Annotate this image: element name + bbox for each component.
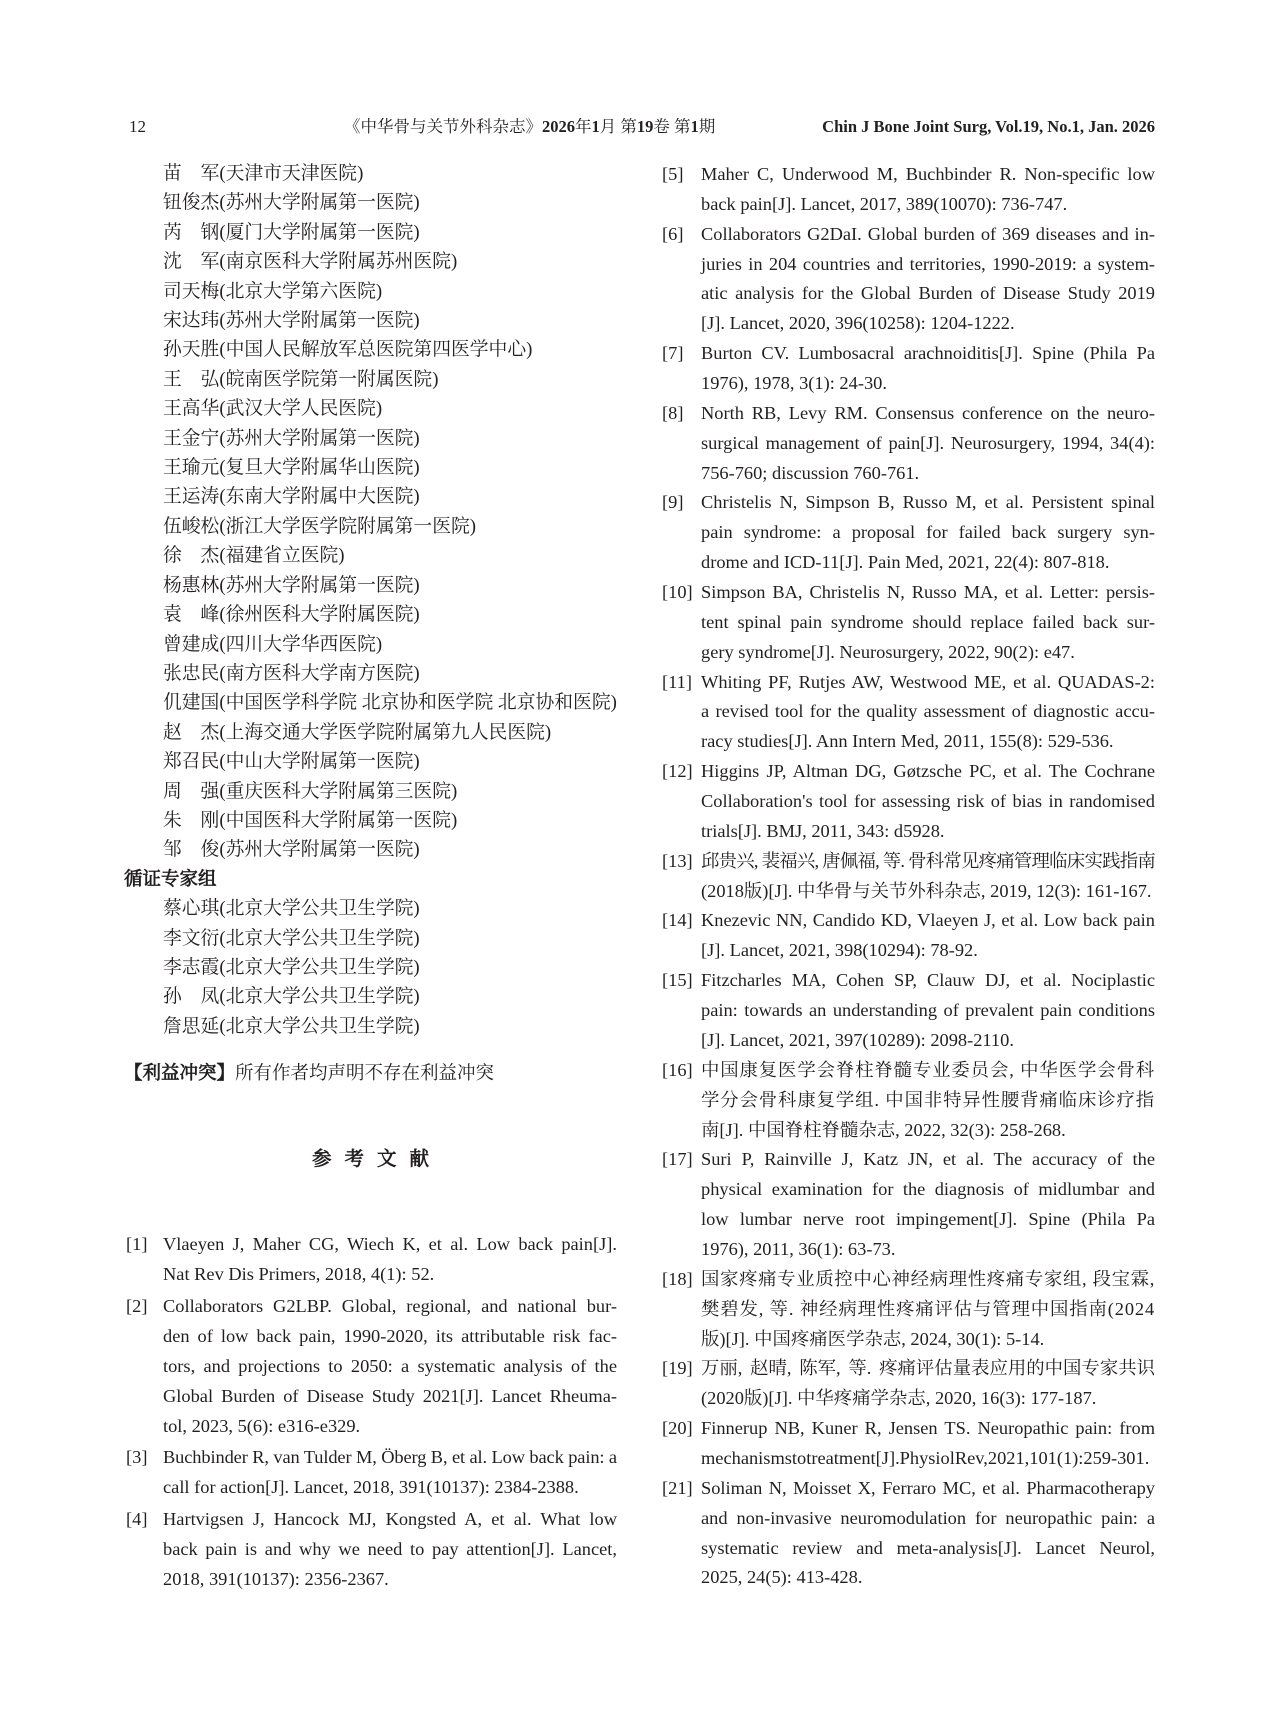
reference-line: physical examination for the diagnosis of midlumbar and xyxy=(701,1179,1155,1200)
reference-line: 2018, 391(10137): 2356-2367. xyxy=(163,1568,389,1589)
reference-line: juries in 204 countries and territories, 1990-2019: a system- xyxy=(701,253,1155,274)
reference-number: [13] xyxy=(662,850,693,871)
expert-entry: 伍峻松(浙江大学医学院附属第一医院) xyxy=(163,515,477,537)
running-header-cn xyxy=(344,116,715,137)
reference-item xyxy=(662,1056,1155,1146)
expert-entry: 钮俊杰(苏州大学附属第一医院) xyxy=(163,192,420,214)
evidence-group-member: 詹思延(北京大学公共卫生学院) xyxy=(163,1015,420,1037)
reference-line: tol, 2023, 5(6): e316-e329. xyxy=(163,1415,361,1436)
reference-item xyxy=(662,847,1155,907)
evidence-group-member: 李文衍(北京大学公共卫生学院) xyxy=(163,927,420,949)
reference-list-left xyxy=(126,1229,617,1595)
reference-number: [21] xyxy=(662,1477,693,1498)
reference-item xyxy=(126,1291,617,1441)
reference-line: Knezevic NN, Candido KD, Vlaeyen J, et al. Low back pain xyxy=(701,910,1155,931)
reference-item xyxy=(662,1354,1155,1414)
reference-line: back pain is and why we need to pay attention[J]. Lancet, xyxy=(163,1538,617,1559)
reference-line: Nat Rev Dis Primers, 2018, 4(1): 52. xyxy=(163,1264,435,1284)
reference-number: [15] xyxy=(662,970,693,991)
reference-number: [10] xyxy=(662,582,693,603)
reference-item xyxy=(662,757,1155,847)
reference-line: back pain[J]. Lancet, 2017, 389(10070): 736-747. xyxy=(701,193,1068,214)
reference-item xyxy=(662,1145,1155,1264)
expert-entry: 徐 杰(福建省立医院) xyxy=(163,545,345,567)
reference-list-right xyxy=(662,160,1155,1593)
conflict-label: 【利益冲突】 xyxy=(124,1063,236,1084)
reference-line: [J]. Lancet, 2021, 397(10289): 2098-2110. xyxy=(701,1029,1014,1050)
header-volume: 19 xyxy=(636,117,654,136)
reference-item xyxy=(662,160,1155,220)
reference-number: [12] xyxy=(662,761,693,782)
reference-line: and non-invasive neuromodulation for neuropathic pain: a xyxy=(701,1507,1155,1528)
expert-entry: 杨惠林(苏州大学附属第一医院) xyxy=(163,574,420,596)
header-year-unit: 年 xyxy=(575,117,592,136)
reference-item xyxy=(126,1442,617,1502)
reference-line: pain syndrome: a proposal for failed back surgery syn- xyxy=(701,522,1155,543)
reference-line: systematic review and meta-analysis[J]. Lancet Neurol, xyxy=(701,1537,1155,1558)
reference-line: mechanismstotreatment[J].PhysiolRev,2021,101(1):259-301. xyxy=(701,1447,1150,1468)
reference-item xyxy=(662,1414,1155,1474)
reference-line: den of low back pain, 1990-2020, its attributable risk fac- xyxy=(163,1325,617,1346)
reference-item xyxy=(662,578,1155,668)
evidence-group-member: 孙 凤(北京大学公共卫生学院) xyxy=(163,986,420,1008)
reference-line: Hartvigsen J, Hancock MJ, Kongsted A, et al. What low xyxy=(163,1508,617,1529)
conflict-text: 所有作者均声明不存在利益冲突 xyxy=(235,1064,495,1084)
running-header-en: Chin J Bone Joint Surg, Vol.19, No.1, Jan. 2026 xyxy=(822,117,1155,136)
reference-line: Suri P, Rainville J, Katz JN, et al. The accuracy of the xyxy=(701,1149,1155,1170)
reference-number: [8] xyxy=(662,402,684,423)
reference-number: [3] xyxy=(126,1447,148,1467)
reference-number: [4] xyxy=(126,1508,148,1529)
header-year: 2026 xyxy=(542,117,575,136)
expert-entry: 张忠民(南方医科大学南方医院) xyxy=(163,662,420,684)
expert-entry: 赵 杰(上海交通大学医学院附属第九人民医院) xyxy=(163,721,552,743)
expert-entry: 郑召民(中山大学附属第一医院) xyxy=(163,751,420,773)
expert-entry: 王运涛(东南大学附属中大医院) xyxy=(163,486,420,508)
reference-line: pain: towards an understanding of prevalent pain conditions xyxy=(701,1000,1155,1021)
reference-line: Collaboration's tool for assessing risk of bias in randomised xyxy=(701,791,1155,812)
reference-item xyxy=(662,488,1155,578)
reference-line: atic analysis for the Global Burden of Disease Study 2019 xyxy=(701,283,1155,304)
reference-line: tors, and projections to 2050: a systematic analysis of the xyxy=(163,1355,617,1376)
expert-entry: 芮 钢(厦门大学附属第一医院) xyxy=(163,221,420,243)
expert-entry: 袁 峰(徐州医科大学附属医院) xyxy=(163,604,420,626)
reference-line: 2025, 24(5): 413-428. xyxy=(701,1567,863,1588)
expert-entry: 孙天胜(中国人民解放军总医院第四医学中心) xyxy=(163,339,533,361)
reference-number: [2] xyxy=(126,1295,148,1316)
reference-number: [16] xyxy=(662,1059,693,1080)
reference-number: [1] xyxy=(126,1234,148,1254)
reference-item xyxy=(126,1504,617,1594)
reference-number: [5] xyxy=(662,164,684,184)
reference-item xyxy=(662,1265,1155,1355)
reference-line: (2018版)[J]. 中华骨与关节外科杂志, 2019, 12(3): 161-167. xyxy=(701,880,1152,901)
expert-entry: 沈 军(南京医科大学附属苏州医院) xyxy=(163,251,458,273)
reference-line: 1976), 2011, 36(1): 63-73. xyxy=(701,1238,896,1259)
expert-entry: 邹 俊(苏州大学附属第一医院) xyxy=(163,839,420,861)
reference-line: surgical management of pain[J]. Neurosurgery, 1994, 34(4): xyxy=(701,432,1155,453)
reference-line: 756-760; discussion 760-761. xyxy=(701,462,920,483)
evidence-group-member: 蔡心琪(北京大学公共卫生学院) xyxy=(163,898,420,920)
journal-name-cn: 《中华骨与关节外科杂志》 xyxy=(344,117,542,136)
expert-entry: 周 强(重庆医科大学附属第三医院) xyxy=(163,780,458,802)
reference-line: 学分会骨科康复学组. 中国非特异性腰背痛临床诊疗指 xyxy=(701,1089,1155,1110)
reference-item xyxy=(126,1229,617,1289)
reference-line: Collaborators G2DaI. Global burden of 369 diseases and in- xyxy=(701,223,1155,244)
reference-line: Higgins JP, Altman DG, Gøtzsche PC, et al. The Cochrane xyxy=(701,761,1155,782)
reference-item xyxy=(662,966,1155,1056)
header-volume-unit: 卷 第 xyxy=(653,117,691,136)
reference-line: [J]. Lancet, 2021, 398(10294): 78-92. xyxy=(701,940,978,961)
reference-number: [17] xyxy=(662,1149,693,1170)
reference-line: Simpson BA, Christelis N, Russo MA, et al. Letter: persis- xyxy=(701,582,1155,603)
reference-number: [6] xyxy=(662,223,684,244)
reference-number: [20] xyxy=(662,1418,693,1439)
reference-line: a revised tool for the quality assessment of diagnostic accu- xyxy=(701,701,1155,722)
reference-line: 国家疼痛专业质控中心神经病理性疼痛专家组, 段宝霖, xyxy=(701,1268,1155,1289)
reference-line: Collaborators G2LBP. Global, regional, and national bur- xyxy=(163,1295,617,1316)
page-number: 12 xyxy=(129,117,146,136)
expert-entry: 朱 刚(中国医科大学附属第一医院) xyxy=(163,809,458,831)
reference-line: Maher C, Underwood M, Buchbinder R. Non-specific low xyxy=(701,164,1155,184)
reference-line: 邱贵兴, 裴福兴, 唐佩福, 等. 骨科常见疼痛管理临床实践指南 xyxy=(701,850,1155,871)
header-month-unit: 月 第 xyxy=(599,117,637,136)
reference-line: Christelis N, Simpson B, Russo M, et al. Persistent spinal xyxy=(701,492,1155,513)
reference-line: Soliman N, Moisset X, Ferraro MC, et al. Pharmacotherapy xyxy=(701,1477,1155,1498)
reference-item xyxy=(662,399,1155,489)
reference-item xyxy=(662,339,1155,399)
reference-line: 1976), 1978, 3(1): 24-30. xyxy=(701,373,887,394)
expert-entry: 王金宁(苏州大学附属第一医院) xyxy=(163,427,420,449)
header-issue: 1 xyxy=(690,117,699,136)
reference-line: racy studies[J]. Ann Intern Med, 2011, 155(8): 529-536. xyxy=(701,731,1114,752)
evidence-group-heading: 循证专家组 xyxy=(124,868,217,890)
expert-entry: 王高华(武汉大学人民医院) xyxy=(163,398,383,420)
expert-entry: 王瑜元(复旦大学附属华山医院) xyxy=(163,457,420,479)
reference-line: 版)[J]. 中国疼痛医学杂志, 2024, 30(1): 5-14. xyxy=(701,1328,1045,1349)
expert-entry: 宋达玮(苏州大学附属第一医院) xyxy=(163,310,420,332)
evidence-group-member: 李志霞(北京大学公共卫生学院) xyxy=(163,956,420,978)
reference-number: [9] xyxy=(662,492,684,513)
header-issue-unit: 期 xyxy=(698,117,716,136)
reference-line: Finnerup NB, Kuner R, Jensen TS. Neuropathic pain: from xyxy=(701,1418,1155,1439)
reference-line: North RB, Levy RM. Consensus conference on the neuro- xyxy=(701,402,1155,423)
expert-entry: 仉建国(中国医学科学院 北京协和医学院 北京协和医院) xyxy=(163,692,617,714)
reference-line: Fitzcharles MA, Cohen SP, Clauw DJ, et al. Nociplastic xyxy=(701,970,1155,991)
reference-number: [18] xyxy=(662,1268,693,1289)
header-month: 1 xyxy=(591,117,600,136)
reference-line: Burton CV. Lumbosacral arachnoiditis[J]. Spine (Phila Pa xyxy=(701,343,1155,364)
expert-entry: 曾建成(四川大学华西医院) xyxy=(163,633,383,655)
reference-item xyxy=(662,906,1155,966)
expert-entry: 司天梅(北京大学第六医院) xyxy=(163,280,383,302)
reference-line: Vlaeyen J, Maher CG, Wiech K, et al. Low back pain[J]. xyxy=(163,1234,617,1254)
reference-number: [11] xyxy=(662,671,692,692)
reference-line: trials[J]. BMJ, 2011, 343: d5928. xyxy=(701,820,945,841)
reference-line: gery syndrome[J]. Neurosurgery, 2022, 90(2): e47. xyxy=(701,641,1075,662)
reference-number: [14] xyxy=(662,910,693,931)
reference-line: Whiting PF, Rutjes AW, Westwood ME, et al. QUADAS-2: xyxy=(701,671,1155,692)
reference-item xyxy=(662,220,1155,339)
reference-line: 南[J]. 中国脊柱脊髓杂志, 2022, 32(3): 258-268. xyxy=(701,1119,1066,1140)
reference-line: 樊碧发, 等. 神经病理性疼痛评估与管理中国指南(2024 xyxy=(701,1298,1155,1319)
reference-line: 万丽, 赵晴, 陈军, 等. 疼痛评估量表应用的中国专家共识 xyxy=(701,1358,1155,1379)
reference-item xyxy=(662,1474,1155,1593)
conflict-of-interest xyxy=(124,1059,494,1089)
reference-number: [7] xyxy=(662,343,684,364)
reference-line: drome and ICD-11[J]. Pain Med, 2021, 22(4): 807-818. xyxy=(701,552,1110,573)
expert-list xyxy=(124,159,617,1041)
reference-line: low lumbar nerve root impingement[J]. Spine (Phila Pa xyxy=(701,1209,1155,1230)
reference-line: tent spinal pain syndrome should replace failed back sur- xyxy=(701,611,1155,632)
expert-entry: 苗 军(天津市天津医院) xyxy=(163,163,364,184)
expert-entry: 王 弘(皖南医学院第一附属医院) xyxy=(163,368,439,390)
reference-line: call for action[J]. Lancet, 2018, 391(10137): 2384-2388. xyxy=(163,1477,579,1497)
reference-number: [19] xyxy=(662,1358,693,1379)
reference-line: (2020版)[J]. 中华疼痛学杂志, 2020, 16(3): 177-187. xyxy=(701,1388,1097,1409)
reference-line: [J]. Lancet, 2020, 396(10258): 1204-1222. xyxy=(701,313,1015,334)
reference-line: Buchbinder R, van Tulder M, Öberg B, et al. Low back pain: a xyxy=(163,1447,617,1467)
reference-line: Global Burden of Disease Study 2021[J]. Lancet Rheuma- xyxy=(163,1385,617,1406)
references-heading: 参考文献 xyxy=(311,1147,442,1170)
reference-line: 中国康复医学会脊柱脊髓专业委员会, 中华医学会骨科 xyxy=(701,1059,1155,1080)
reference-item xyxy=(662,668,1155,758)
